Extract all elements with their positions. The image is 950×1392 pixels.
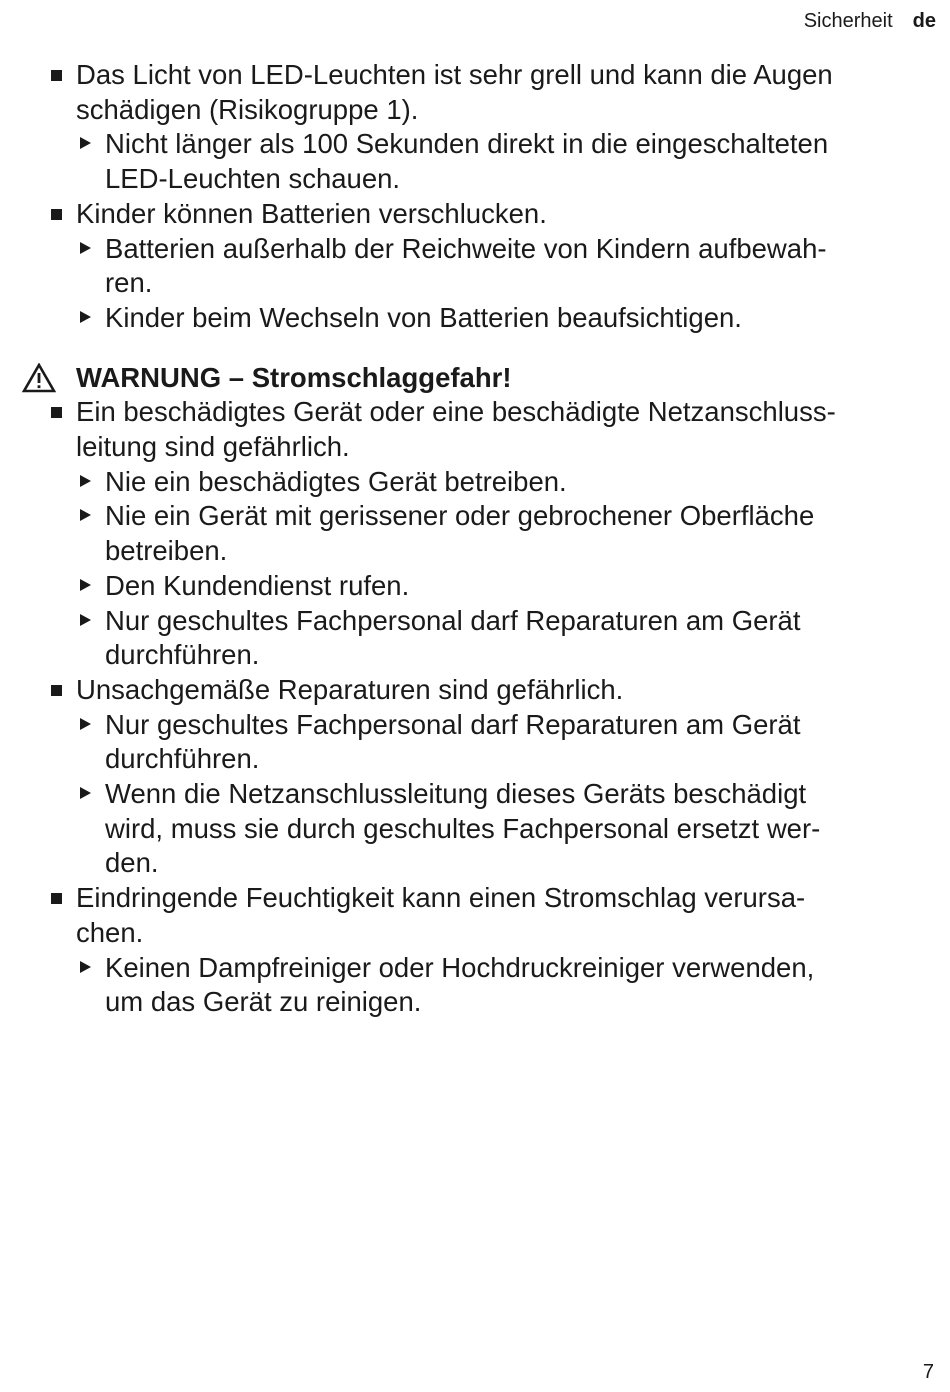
language-code: de [912, 10, 936, 32]
square-bullet-icon [51, 209, 62, 220]
triangle-arrow-icon [80, 475, 91, 487]
page-number: 7 [922, 1361, 934, 1383]
text-line: Eindringende Feuchtigkeit kann einen Stromschlag verursa- [76, 882, 806, 914]
text-line: um das Gerät zu reinigen. [105, 986, 422, 1018]
text-line: Unsachgemäße Reparaturen sind gefährlich. [76, 673, 624, 705]
hazard-bullet [0, 58, 950, 127]
triangle-arrow-icon [80, 961, 91, 973]
text-line: LED-Leuchten schauen. [105, 163, 401, 195]
text-line: Ein beschädigtes Gerät oder eine beschädigte Netzanschluss- [76, 396, 836, 428]
action-step [0, 708, 950, 777]
text-line: Das Licht von LED-Leuchten ist sehr grell und kann die Augen [76, 59, 833, 90]
square-bullet-icon [51, 893, 62, 904]
warning-heading [0, 361, 950, 396]
triangle-arrow-icon [80, 311, 91, 323]
text-line: Kinder können Batterien verschlucken. [76, 197, 547, 229]
action-step [0, 465, 950, 500]
text-line: Nur geschultes Fachpersonal darf Reparaturen am Gerät [105, 604, 801, 636]
square-bullet-icon [51, 685, 62, 696]
square-bullet-icon [51, 70, 62, 81]
square-bullet-icon [51, 407, 62, 418]
text-line: Keinen Dampfreiniger oder Hochdruckreiniger verwenden, [105, 951, 815, 983]
action-step [0, 569, 950, 604]
text-line: schädigen (Risikogruppe 1). [76, 93, 419, 125]
triangle-arrow-icon [80, 614, 91, 626]
warning-title: WARNUNG – Stromschlaggefahr! [76, 361, 512, 393]
hazard-bullet [0, 197, 950, 232]
text-line: Den Kundendienst rufen. [105, 569, 410, 601]
action-step [0, 777, 950, 881]
hazard-bullet [0, 395, 950, 464]
section-title: Sicherheit [803, 10, 893, 32]
action-step [0, 301, 950, 336]
action-step [0, 127, 950, 196]
text-line: Wenn die Netzanschlussleitung dieses Geräts beschädigt [105, 778, 807, 810]
hazard-bullet [0, 673, 950, 708]
triangle-arrow-icon [80, 242, 91, 254]
text-line: betreiben. [105, 535, 228, 567]
triangle-arrow-icon [80, 787, 91, 799]
text-line: Nur geschultes Fachpersonal darf Reparaturen am Gerät [105, 708, 801, 740]
text-line: Batterien außerhalb der Reichweite von Kindern aufbewah- [105, 232, 827, 264]
action-step [0, 499, 950, 568]
text-line: den. [105, 847, 159, 879]
warning-triangle-icon [22, 363, 56, 393]
text-line: chen. [76, 916, 144, 948]
triangle-arrow-icon [80, 137, 91, 149]
text-line: Nie ein Gerät mit gerissener oder gebrochener Oberfläche [105, 500, 815, 532]
action-step [0, 232, 950, 301]
page-content [0, 58, 950, 1020]
text-line: leitung sind gefährlich. [76, 431, 350, 463]
hazard-bullet [0, 881, 950, 950]
triangle-arrow-icon [80, 509, 91, 521]
action-step [0, 951, 950, 1020]
text-line: ren. [105, 267, 153, 299]
text-line: wird, muss sie durch geschultes Fachpersonal ersetzt wer- [105, 812, 821, 844]
action-step [0, 604, 950, 673]
text-line: Nicht länger als 100 Sekunden direkt in die eingeschalteten [105, 128, 829, 160]
triangle-arrow-icon [80, 718, 91, 730]
triangle-arrow-icon [80, 579, 91, 591]
text-line: Kinder beim Wechseln von Batterien beaufsichtigen. [105, 301, 742, 333]
page-header [804, 9, 936, 33]
text-line: durchführen. [105, 743, 260, 775]
text-line: durchführen. [105, 639, 260, 671]
text-line: Nie ein beschädigtes Gerät betreiben. [105, 465, 567, 497]
